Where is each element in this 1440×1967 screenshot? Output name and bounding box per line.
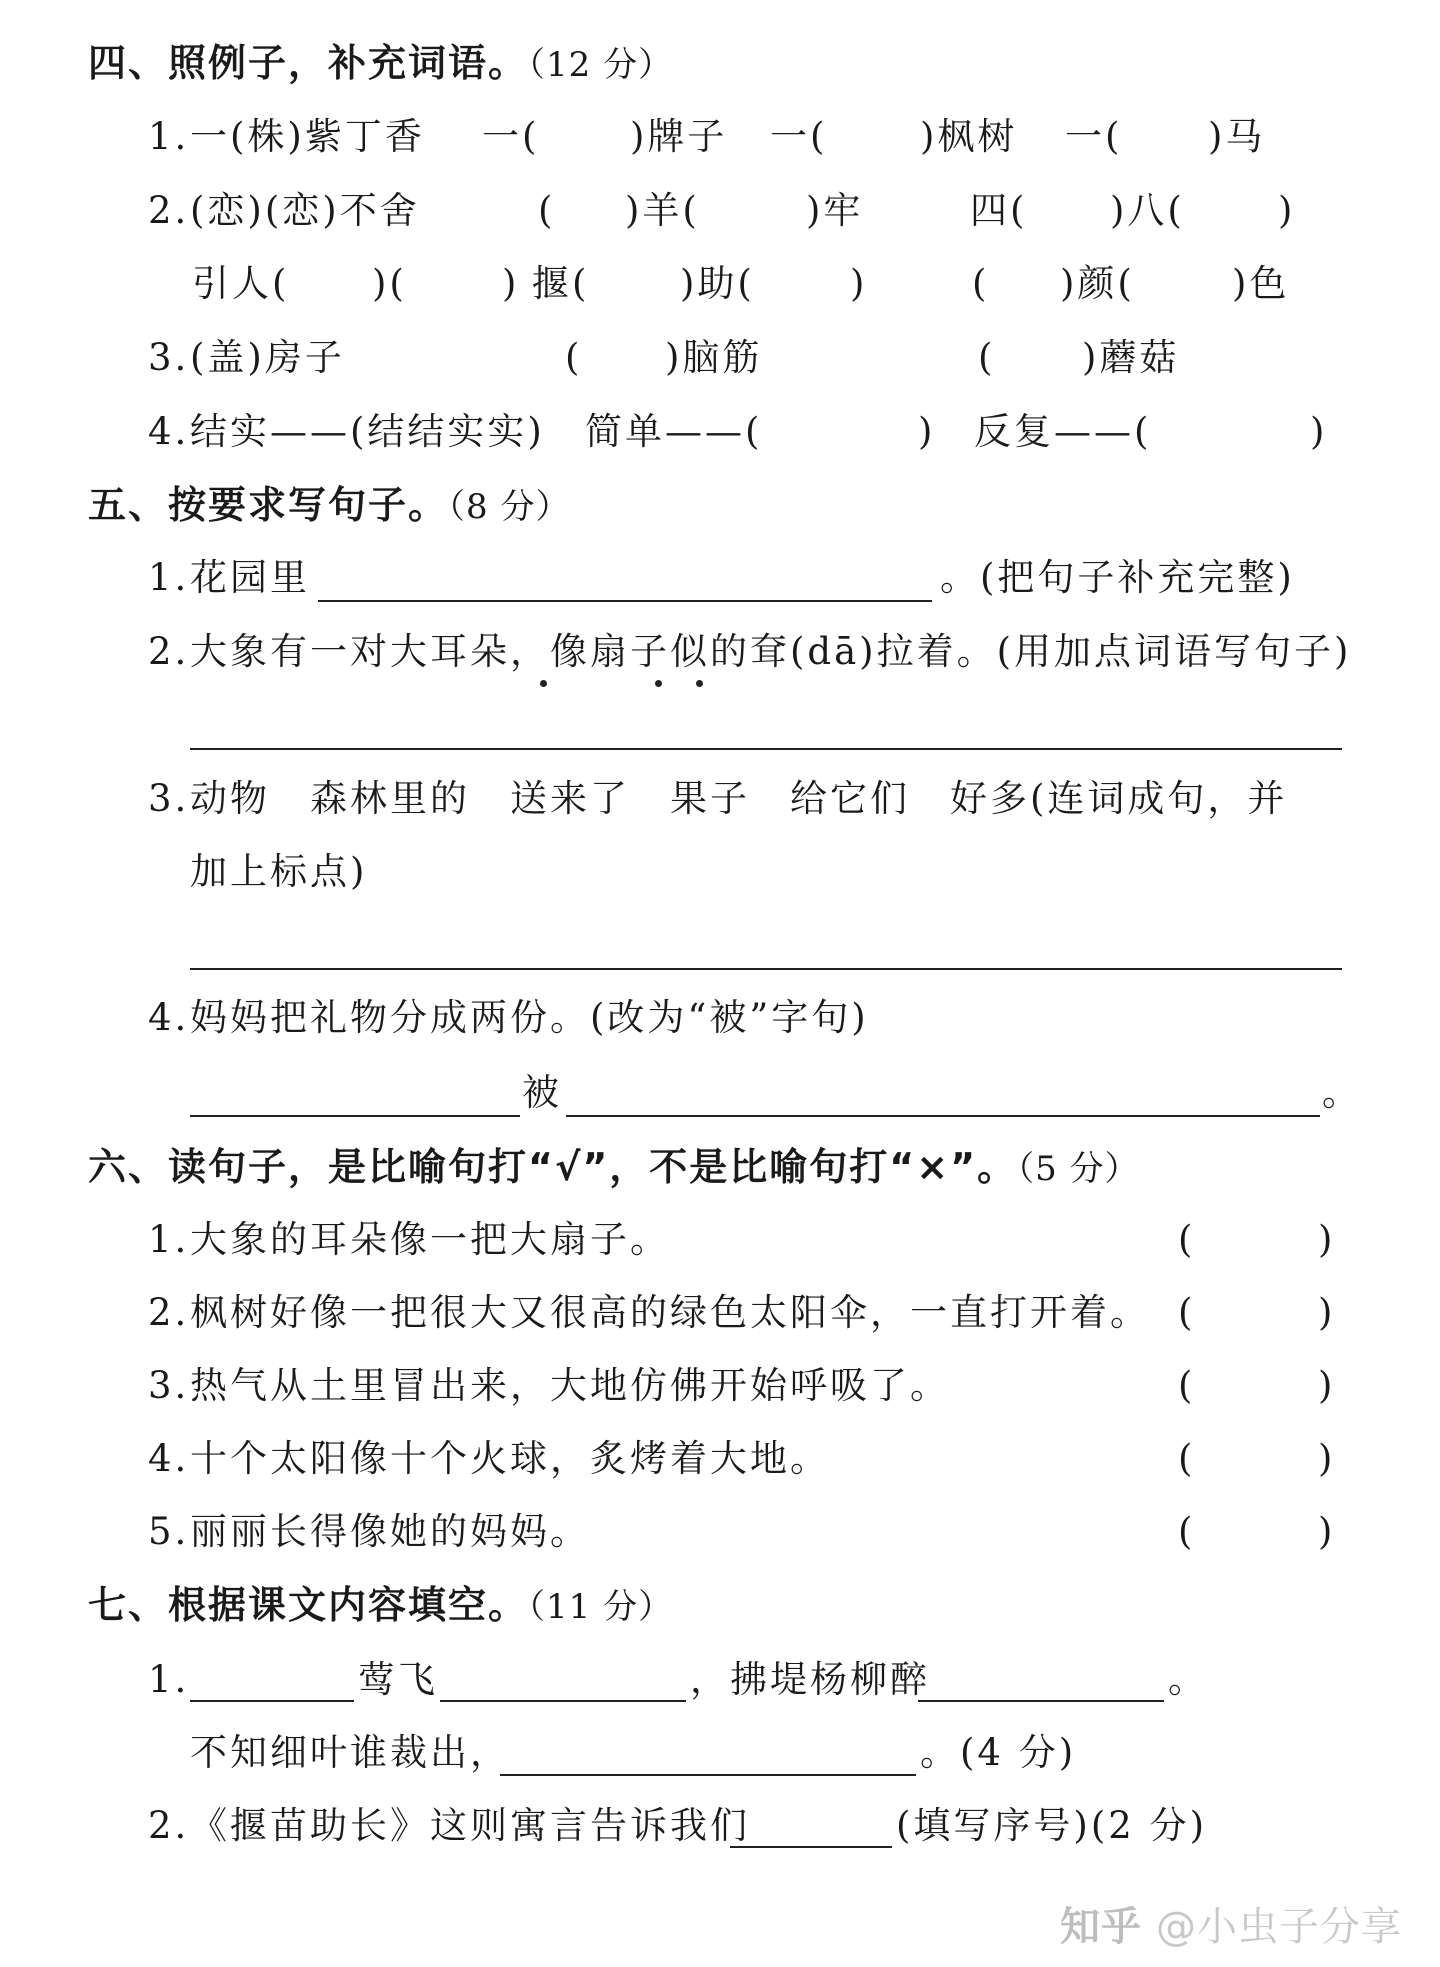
question-number: 3. (148, 1364, 190, 1407)
text: 四( (970, 189, 1028, 232)
section-7-score: （11 分） (528, 1587, 674, 1627)
question-number: 2. (148, 1804, 190, 1847)
poem-text: 莺飞 (358, 1658, 438, 1701)
poem-text: 不知细叶谁裁出， (190, 1731, 510, 1774)
text: 揠( (532, 262, 590, 305)
answer-bracket-close: ) (1318, 1218, 1336, 1261)
text: )脑筋 (665, 336, 763, 379)
answer-bracket-open[interactable]: ( (1178, 1437, 1196, 1480)
answer-blank[interactable] (318, 600, 932, 602)
answer-bracket-open[interactable]: ( (1178, 1364, 1196, 1407)
answer-bracket-open[interactable]: ( (1178, 1218, 1196, 1261)
sec6-item (0, 1288, 1440, 1338)
answer-bracket-open[interactable]: ( (1178, 1291, 1196, 1334)
answer-blank[interactable] (730, 1846, 892, 1848)
text: ( (538, 189, 556, 232)
sec4-q2 (0, 186, 1440, 236)
sec6-item (0, 1434, 1440, 1484)
answer-blank[interactable] (190, 968, 1342, 970)
section-6-title: 六、读句子，是比喻句打“√”，不是比喻句打“×”。 (88, 1145, 1018, 1189)
text: )助( (680, 262, 755, 305)
question-text: 动物 森林里的 送来了 果子 给它们 好多(连词成句，并 (190, 777, 1288, 820)
answer-bracket-open[interactable]: ( (1178, 1510, 1196, 1553)
question-number: 1. (148, 115, 190, 158)
text: 简单——( (585, 410, 763, 453)
period: 。 (1322, 1071, 1362, 1114)
sec6-item (0, 1215, 1440, 1265)
question-number: 2. (148, 189, 190, 232)
question-number: 3. (148, 777, 190, 820)
section-7-heading (88, 1580, 673, 1632)
sec5-q1 (0, 553, 1440, 603)
example-text: 结实——(结结实实) (190, 410, 545, 453)
question-text: 《揠苗助长》这则寓言告诉我们 (190, 1804, 750, 1847)
text: )八( (1110, 189, 1185, 232)
period: 。 (1168, 1658, 1208, 1701)
section-4-heading (88, 38, 673, 90)
instruction-text: 。(把句子补充完整) (940, 556, 1295, 599)
section-7-title: 七、根据课文内容填空。 (88, 1583, 529, 1627)
answer-blank[interactable] (190, 748, 1342, 750)
sec4-q4 (0, 407, 1440, 457)
question-text: 十个太阳像十个火球，炙烤着大地。 (190, 1437, 830, 1480)
example-text: (恋)(恋)不舍 (190, 189, 420, 232)
watermark-text: @小虫子分享 (1156, 1904, 1402, 1950)
answer-blank[interactable] (500, 1774, 916, 1776)
sec4-q3 (0, 333, 1440, 383)
sec7-q2 (0, 1801, 1440, 1851)
question-number: 4. (148, 410, 190, 453)
question-number: 1. (148, 1218, 190, 1261)
question-number: 2. (148, 1291, 190, 1334)
text: )颜( (1060, 262, 1135, 305)
text: ( (565, 336, 583, 379)
question-number: 1. (148, 1658, 190, 1701)
answer-blank[interactable] (918, 1700, 1164, 1702)
text: 引人( (192, 262, 290, 305)
section-4-title: 四、照例子，补充词语。 (88, 41, 529, 85)
zhihu-logo: 知乎 (1060, 1904, 1142, 1950)
example-text: 一(株)紫丁香 (190, 115, 425, 158)
text: 一( (482, 115, 540, 158)
question-text: 花园里 (190, 556, 310, 599)
sec4-q1 (0, 112, 1440, 162)
text: ) (850, 262, 868, 305)
text: )色 (1232, 262, 1290, 305)
question-number: 4. (148, 1437, 190, 1480)
section-5-title: 五、按要求写句子。 (88, 483, 449, 527)
text: ) (502, 262, 520, 305)
sec7-q1 (0, 1655, 1440, 1705)
text: )蘑菇 (1082, 336, 1180, 379)
answer-blank[interactable] (566, 1115, 1320, 1117)
text: ) (1310, 410, 1328, 453)
question-number: 2. (148, 630, 190, 673)
watermark (1060, 1895, 1402, 1952)
question-text: 枫树好像一把很大又很高的绿色太阳伞，一直打开着。 (190, 1291, 1150, 1334)
sec5-q4 (0, 993, 1440, 1043)
answer-bracket-close: ) (1318, 1291, 1336, 1334)
text: ) (918, 410, 936, 453)
answer-blank[interactable] (190, 1700, 354, 1702)
section-6-score: （5 分） (1017, 1149, 1140, 1189)
answer-bracket-close: ) (1318, 1510, 1336, 1553)
question-text: 大象的耳朵像一把大扇子。 (190, 1218, 670, 1261)
question-number: 4. (148, 996, 190, 1039)
answer-bracket-close: ) (1318, 1364, 1336, 1407)
text: )羊( (625, 189, 700, 232)
question-text: 大象有一对大耳朵，像扇子似的耷(dā)拉着。(用加点词语写句子) (190, 630, 1352, 673)
question-text: 热气从土里冒出来，大地仿佛开始呼吸了。 (190, 1364, 950, 1407)
sec5-q2 (0, 627, 1440, 677)
question-text: 加上标点) (190, 850, 368, 893)
text: )牌子 (630, 115, 728, 158)
text: ( (978, 336, 996, 379)
sec7-q1-row2 (0, 1728, 1440, 1778)
question-number: 1. (148, 556, 190, 599)
section-6-heading (88, 1142, 1140, 1194)
question-number: 3. (148, 336, 190, 379)
sec4-q2-row2 (0, 259, 1440, 309)
text: 一( (1065, 115, 1123, 158)
poem-text: ，拂堤杨柳醉 (690, 1658, 930, 1701)
sec6-item (0, 1507, 1440, 1557)
text: )牢 (806, 189, 864, 232)
text: )枫树 (920, 115, 1018, 158)
instruction-text: (填写序号)(2 分) (896, 1804, 1208, 1847)
emphasis-dot (540, 680, 547, 687)
answer-blank[interactable] (440, 1700, 686, 1702)
section-4-score: （12 分） (528, 45, 674, 85)
text: 反复——( (974, 410, 1152, 453)
text: ( (972, 262, 990, 305)
emphasis-dot (696, 680, 703, 687)
text: )马 (1208, 115, 1266, 158)
question-text: 妈妈把礼物分成两份。(改为“被”字句) (190, 996, 869, 1039)
text: )( (372, 262, 407, 305)
section-5-heading (88, 480, 570, 532)
answer-bracket-close: ) (1318, 1437, 1336, 1480)
sec5-q3 (0, 774, 1440, 824)
text: 一( (770, 115, 828, 158)
question-number: 5. (148, 1510, 190, 1553)
section-5-score: （8 分） (448, 487, 571, 527)
poem-text: 。(4 分) (920, 1731, 1077, 1774)
text: ) (1278, 189, 1296, 232)
sec6-item (0, 1361, 1440, 1411)
answer-blank[interactable] (190, 1115, 520, 1117)
example-text: (盖)房子 (190, 336, 345, 379)
question-text: 丽丽长得像她的妈妈。 (190, 1510, 590, 1553)
emphasis-dot (655, 680, 662, 687)
bei-character: 被 (522, 1071, 562, 1114)
